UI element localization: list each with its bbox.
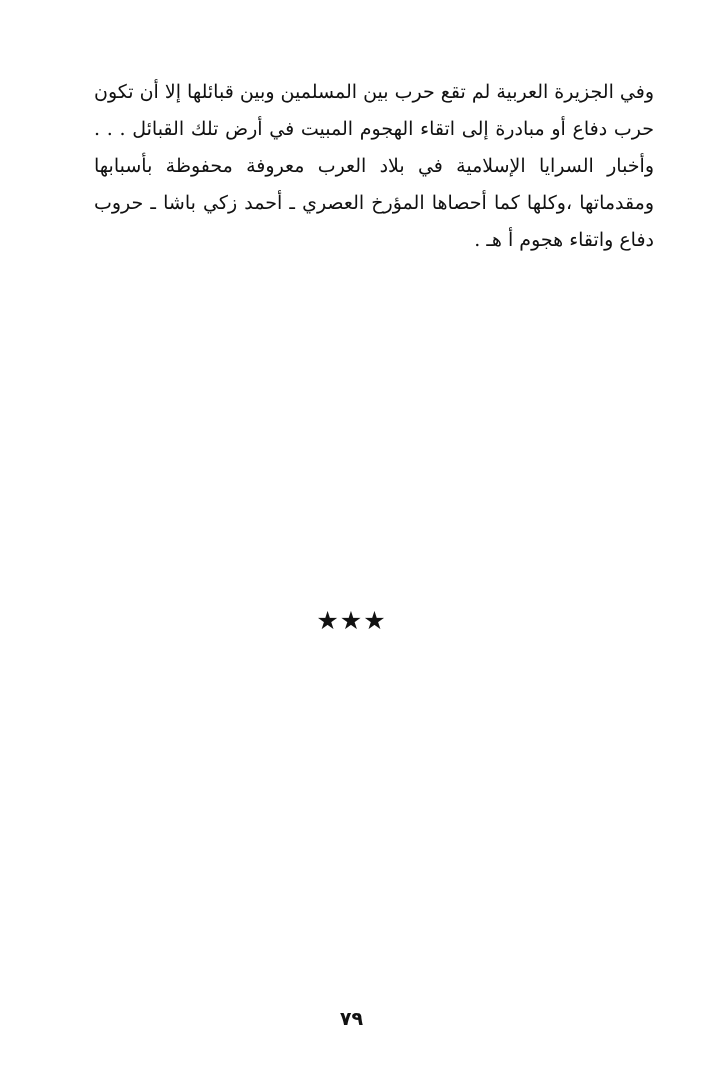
paragraph-line-1: وفي الجزيرة العربية لم تقع حرب بين المسلمين وبين قبائلها إلا أن تكون [94,81,654,103]
paragraph-line-3: وأخبار السرايا الإسلامية في بلاد العرب معروفة محفوظة بأسبابها [94,155,654,177]
paragraph-line-2: حرب دفاع أو مبادرة إلى اتقاء الهجوم المبيت في أرض تلك القبائل . . . [94,118,654,140]
paragraph-line-4: ومقدماتها ،وكلها كما أحصاها المؤرخ العصري ـ أحمد زكي باشا ـ حروب [94,192,654,214]
paragraph-line-5: دفاع واتقاء هجوم أ هـ . [474,229,654,251]
page-number: ٧٩ [339,1008,364,1030]
body-paragraph [94,74,654,259]
section-separator-stars: ★★★ [316,606,387,635]
